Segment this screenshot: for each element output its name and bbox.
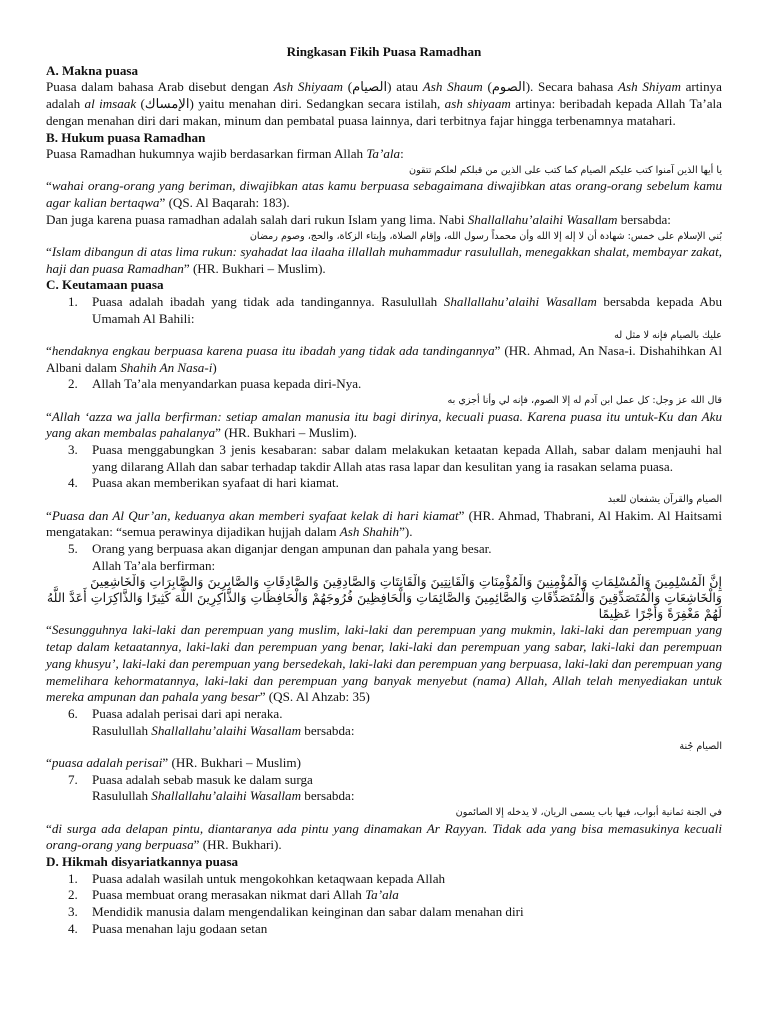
hikmah-item-4: [46, 921, 722, 938]
translation-item-4: [46, 508, 722, 541]
text-run: “: [46, 343, 52, 359]
arabic-hadith-item-2: قال الله عز وجل: كل عمل ابن آدم له إلا الصوم، فإنه لي وأنا أجزي به: [447, 395, 722, 407]
keutamaan-item-6: [46, 706, 722, 723]
list-item-text: [92, 541, 492, 556]
text-run: Puasa menggabungkan 3 jenis kesabaran: sabar dalam melakukan ketaatan kepada Allah, sabar dalam menjauhi hal yang dilarang Allah dan sabar terhadap takdir Allah atas rasa lapar dan kesulitan yang ia rasakan selama puasa.: [92, 442, 722, 474]
section-c-heading: C. Keutamaan puasa: [46, 277, 164, 293]
arabic-hadith-item-4: الصيام والقرآن يشفعان للعبد: [607, 494, 722, 506]
hikmah-item-1: [46, 871, 722, 888]
text-run: “: [46, 622, 52, 638]
italic-text: puasa adalah perisai: [51, 754, 163, 770]
translation-rukun-islam: [46, 244, 722, 277]
italic-text: Ash Shaum: [422, 79, 483, 95]
arabic-hadith-item-6: الصيام جُنة: [679, 741, 722, 753]
document-title: Ringkasan Fikih Puasa Ramadhan: [286, 44, 482, 59]
italic-text: di surga ada delapan pintu, diantaranya ada pintu yang dinamakan Ar Rayyan. Tidak ada yang bisa memasukinya kecuali orang-orang yang berpuasa: [46, 820, 722, 853]
list-number: 3.: [68, 442, 78, 458]
italic-text: al imsaak: [84, 96, 137, 112]
item-6-intro: [46, 723, 722, 740]
list-number: 2.: [68, 887, 78, 903]
translation-item-1: [46, 343, 722, 376]
section-d-heading: D. Hikmah disyariatkannya puasa: [46, 853, 239, 869]
text-run: Puasa adalah wasilah untuk mengokohkan ketaqwaan kepada Allah: [92, 870, 446, 886]
arabic-hadith-rukun-islam: بُني الإسلام على خمس: شهادة أن لا إله إلا الله وأن محمداً رسول الله، وإقام الصلاة، وإيتاء الزكاة، والحج، وصوم رمضان: [249, 230, 722, 242]
text-run: Puasa Ramadhan hukumnya wajib berdasarkan firman Allah: [46, 146, 367, 162]
translation-item-2: [46, 409, 722, 442]
hikmah-item-3: [46, 904, 722, 921]
list-number: 4.: [68, 475, 78, 491]
translation-item-7: [46, 821, 722, 854]
text-run: bersabda:: [301, 722, 355, 738]
text-run: artinya: beribadah kepada Allah Ta’ala dengan menahan diri dari makan, minum dan pembatal puasa lainnya, dari terbitnya fajar hingga terbenamnya matahari.: [46, 96, 722, 128]
text-run: artinya adalah: [46, 79, 722, 112]
keutamaan-item-2: [46, 376, 722, 393]
text-run: (الصيام) atau: [343, 79, 423, 95]
text-run: Orang yang berpuasa akan diganjar dengan ampunan dan pahala yang besar.: [92, 541, 492, 557]
italic-text: Allah ‘azza wa jalla berfirman: setiap amalan manusia itu bagi dirinya, kecuali puasa. Karena puasa itu untuk-Ku dan Aku yang akan membalas pahalanya: [46, 408, 722, 441]
text-run: (الإمساك) yaitu menahan diri. Sedangkan secara istilah,: [136, 96, 445, 112]
list-number: 1.: [68, 870, 78, 886]
section-a-heading: A. Makna puasa: [46, 62, 139, 78]
list-item-text: [92, 904, 524, 919]
text-run: ” (HR. Bukhari – Muslim): [162, 754, 301, 770]
section-a-paragraph: [46, 79, 722, 129]
text-run: bersabda:: [617, 211, 671, 227]
arabic-verse-albaqarah: يا أيها الذين آمنوا كتب عليكم الصيام كما كتب على الذين من قبلكم لعلكم تتقون: [409, 164, 722, 176]
section-b-heading: B. Hukum puasa Ramadhan: [46, 129, 206, 145]
text-run: ”).: [399, 524, 413, 540]
list-number: 6.: [68, 706, 78, 721]
text-run: ): [212, 359, 217, 375]
text-run: ” (HR. Bukhari).: [193, 837, 282, 853]
list-item-text: [92, 706, 283, 721]
text-run: ” (HR. Ahmad, Thabrani, Al Hakim. Al Haitsami mengatakan: “semua perawinya dijadikan hujjah dalam: [46, 507, 722, 540]
text-run: bersabda kepada Abu Umamah Al Bahili:: [92, 294, 722, 326]
text-run: “: [46, 754, 52, 770]
text-run: ” (HR. Ahmad, An Nasa-i. Dishahihkan Al Albani dalam: [46, 343, 723, 375]
text-run: Puasa akan memberikan syafaat di hari kiamat.: [92, 475, 339, 491]
text-run: Puasa adalah perisai dari api neraka.: [92, 706, 283, 721]
keutamaan-item-3: [46, 442, 722, 475]
list-number: 1.: [68, 294, 78, 310]
text-run: Dan juga karena puasa ramadhan adalah salah dari rukun Islam yang lima. Nabi: [46, 211, 468, 227]
section-b-paragraph-2: [46, 212, 722, 229]
list-item-text: [92, 376, 361, 391]
hikmah-item-2: [46, 887, 722, 904]
arabic-hadith-item-7: في الجنة ثمانية أبواب، فيها باب يسمى الريان، لا يدخله إلا الصائمون: [455, 807, 722, 819]
text-run: Puasa dalam bahasa Arab disebut dengan: [46, 79, 274, 95]
list-item-text: [92, 442, 722, 474]
text-run: “: [46, 507, 52, 523]
text-run: “: [46, 408, 52, 424]
italic-text: Islam dibangun di atas lima rukun: syahadat laa ilaaha illallah muhammadur rasulullah, menegakkan shalat, membayar zakat, haji dan puasa Ramadhan: [46, 244, 722, 276]
text-run: Allah Ta’ala menyandarkan puasa kepada diri-Nya.: [92, 376, 362, 392]
list-number: 4.: [68, 920, 78, 936]
text-run: Puasa adalah ibadah yang tidak ada tandingannya. Rasulullah: [92, 294, 444, 310]
text-run: ” (QS. Al Ahzab: 35): [259, 689, 370, 705]
italic-text: ash shiyaam: [444, 96, 511, 112]
list-number: 7.: [68, 771, 78, 787]
text-run: Rasulullah: [92, 722, 152, 738]
text-run: “: [46, 820, 52, 836]
keutamaan-item-4: [46, 475, 722, 492]
list-item-text: [92, 921, 267, 936]
list-item-text: [92, 871, 445, 886]
text-run: “: [46, 244, 52, 260]
item-7-intro: [46, 788, 722, 805]
text-run: ” (HR. Bukhari – Muslim).: [183, 260, 326, 276]
italic-text: Ash Shahih: [339, 524, 400, 540]
keutamaan-item-1: [46, 294, 722, 327]
arabic-verse-alahzab: إِنَّ الْمُسْلِمِينَ وَالْمُسْلِمَاتِ وَالْمُؤْمِنِينَ وَالْمُؤْمِنَاتِ وَالْقَانِتِينَ وَالْقَانِتَاتِ وَالصَّادِقِينَ وَالصَّادِقَاتِ وَالصَّابِرِينَ وَالصَّابِرَاتِ وَالْخَاشِعِينَ وَالْخَاشِعَاتِ وَالْمُتَصَدِّقِينَ وَالْمُتَصَدِّقَاتِ وَالصَّائِمِينَ وَالصَّائِمَاتِ وَالْحَافِظِينَ فُرُوجَهُمْ وَالْحَافِظَاتِ وَالذَّاكِرِينَ اللَّهَ كَثِيرًا وَالذَّاكِرَاتِ أَعَدَّ اللَّهُ لَهُمْ مَغْفِرَةً وَأَجْرًا عَظِيمًا: [46, 574, 722, 622]
italic-text: Ash Shiyaam: [273, 79, 344, 95]
text-run: ” (HR. Bukhari – Muslim).: [215, 425, 357, 441]
list-number: 2.: [68, 376, 78, 392]
arabic-hadith-item-1: عليك بالصيام فإنه لا مثل له: [614, 329, 722, 341]
list-item-text: [92, 887, 399, 902]
list-number: 3.: [68, 904, 78, 920]
keutamaan-item-5: [46, 541, 722, 558]
italic-text: hendaknya engkau berpuasa karena puasa itu ibadah yang tidak ada tandingannya: [51, 343, 495, 359]
text-run: bersabda:: [301, 788, 355, 804]
list-item-text: [92, 475, 339, 490]
text-run: :: [400, 146, 404, 162]
text-run: Puasa menahan laju godaan setan: [92, 920, 268, 936]
italic-text: Shallallahu’alaihi Wasallam: [151, 722, 302, 738]
translation-alahzab: [46, 622, 722, 706]
italic-text: Ta’ala: [365, 887, 399, 903]
italic-text: Shallallahu’alaihi Wasallam: [467, 211, 618, 227]
text-run: Mendidik manusia dalam mengendalikan keinginan dan sabar dalam menahan diri: [92, 904, 524, 920]
text-run: “: [46, 178, 52, 194]
italic-text: Shahih An Nasa-i: [120, 359, 213, 375]
list-number: 5.: [68, 541, 78, 557]
italic-text: Ash Shiyam: [618, 79, 681, 95]
text-run: ” (QS. Al Baqarah: 183).: [159, 195, 290, 211]
translation-item-6: [46, 755, 722, 772]
section-b-intro: [46, 146, 722, 163]
keutamaan-item-7: [46, 772, 722, 789]
italic-text: Shallallahu’alaihi Wasallam: [151, 788, 302, 804]
text-run: Rasulullah: [92, 788, 152, 804]
text-run: Puasa membuat orang merasakan nikmat dari Allah: [92, 887, 366, 903]
italic-text: Ta’ala: [366, 146, 401, 162]
list-item-text: [92, 294, 722, 326]
text-run: (الصوم). Secara bahasa: [482, 79, 618, 95]
italic-text: Sesungguhnya laki-laki dan perempuan yang muslim, laki-laki dan perempuan yang mukmin, laki-laki dan perempuan yang tetap dalam ketaatannya, laki-laki dan perempuan yang benar, laki-laki dan perempuan yang sabar, laki-laki dan perempuan yang khusyu’, laki-laki dan perempuan yang bersedekah, laki-laki dan perempuan yang berpuasa, laki-laki dan perempuan yang memelihara kehormatannya, laki-laki dan perempuan yang banyak menyebut (nama) Allah, Allah telah menyediakan untuk mereka ampunan dan pahala yang besar: [46, 622, 722, 705]
italic-text: Shallallahu’alaihi Wasallam: [443, 294, 597, 310]
list-item-text: [92, 772, 313, 787]
translation-albaqarah: [46, 178, 722, 211]
item-5-intro: Allah Ta’ala berfirman:: [92, 557, 216, 573]
italic-text: Puasa dan Al Qur’an, keduanya akan memberi syafaat kelak di hari kiamat: [51, 507, 459, 523]
text-run: Puasa adalah sebab masuk ke dalam surga: [92, 771, 313, 787]
italic-text: wahai orang-orang yang beriman, diwajibkan atas kamu berpuasa sebagaimana diwajibkan atas orang-orang sebelum kamu agar kalian bertaqwa: [46, 178, 722, 211]
